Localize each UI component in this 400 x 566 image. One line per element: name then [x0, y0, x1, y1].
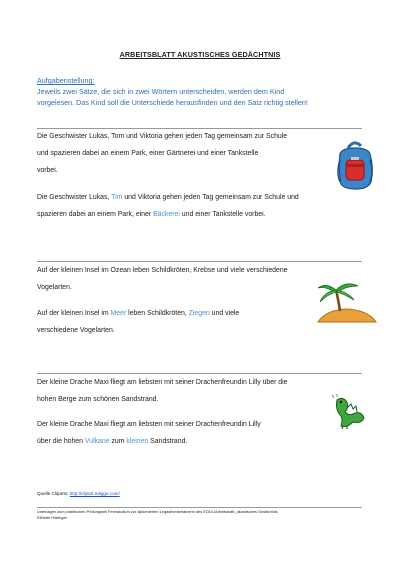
text-line: Auf der kleinen Insel im Meer leben Schildkröten, Ziegen und viele: [37, 310, 240, 317]
text-line: Vogelarten.: [37, 284, 72, 291]
text-line: Die Geschwister Lukas, Tim und Viktoria gehen jeden Tag gemeinsam zur Schule und: [37, 194, 299, 201]
task-description: [37, 75, 367, 108]
text-line: vorbei.: [37, 167, 58, 174]
footer-line: Unterlagen zum praktischen Prüfungsteil Fernstudium zur diplomierten Legasthenietrainerin des EÖDL/Arbeitsblatt_akustisches Gedächtnis: [37, 509, 278, 514]
sentence-1-changed: [37, 189, 367, 223]
text-line: und spazieren dabei an einem Park, einer Gärtnerei und einer Tankstelle: [37, 150, 259, 157]
source-link[interactable]: http://clipart.edigge.com/: [69, 491, 120, 496]
sentence-3-changed: [37, 416, 337, 450]
page-footer: [37, 509, 367, 520]
task-line-2: vorgelesen. Das Kind soll die Unterschiede herausfinden und den Satz richtig stellen!: [37, 98, 308, 107]
text-line: hohen Berge zum schönen Sandstrand.: [37, 396, 159, 403]
text-line: Die Geschwister Lukas, Tom und Viktoria gehen jeden Tag gemeinsam zur Schule: [37, 133, 288, 140]
changed-word: kleinen: [126, 438, 149, 445]
footer-author: Elfriede Höttinger: [37, 514, 68, 520]
task-line-1: Jeweils zwei Sätze, die sich in zwei Wörtern unterscheiden, werden dem Kind: [37, 87, 285, 96]
dragon-icon: [331, 394, 367, 430]
sentence-3-original: [37, 374, 367, 408]
sentence-1-original: [37, 128, 337, 179]
changed-word: Ziegen: [188, 310, 210, 317]
text-line: verschiedene Vogelarten.: [37, 327, 115, 334]
page-title: ARBEITSBLATT AKUSTISCHES GEDÄCHTNIS: [119, 50, 281, 59]
source-note: Quelle Cliparts: http://clipart.edigge.com/: [37, 491, 120, 496]
changed-word: Vulkane: [84, 438, 110, 445]
text-line: Der kleine Drache Maxi fliegt am liebsten mit seiner Drachenfreundin Lilly: [37, 421, 261, 428]
changed-word: Tim: [111, 194, 123, 201]
changed-word: Meer: [110, 310, 127, 317]
text-line: Auf der kleinen Insel im Ozean leben Schildkröten, Krebse und viele verschiedene: [37, 267, 288, 274]
text-line: Der kleine Drache Maxi fliegt am liebsten mit seiner Drachenfreundin Lilly über die: [37, 379, 288, 386]
island-icon: [316, 278, 378, 326]
task-heading: Aufgabenstellung:: [37, 76, 95, 85]
backpack-icon: [334, 140, 376, 192]
changed-word: Bäckerei: [153, 211, 180, 218]
sentence-2-changed: [37, 305, 317, 339]
text-line: über die hohen Vulkane zum kleinen Sandstrand.: [37, 438, 188, 445]
text-line: spazieren dabei an einem Park, einer Bäckerei und einer Tankstelle vorbei.: [37, 211, 266, 218]
divider: [37, 507, 362, 508]
